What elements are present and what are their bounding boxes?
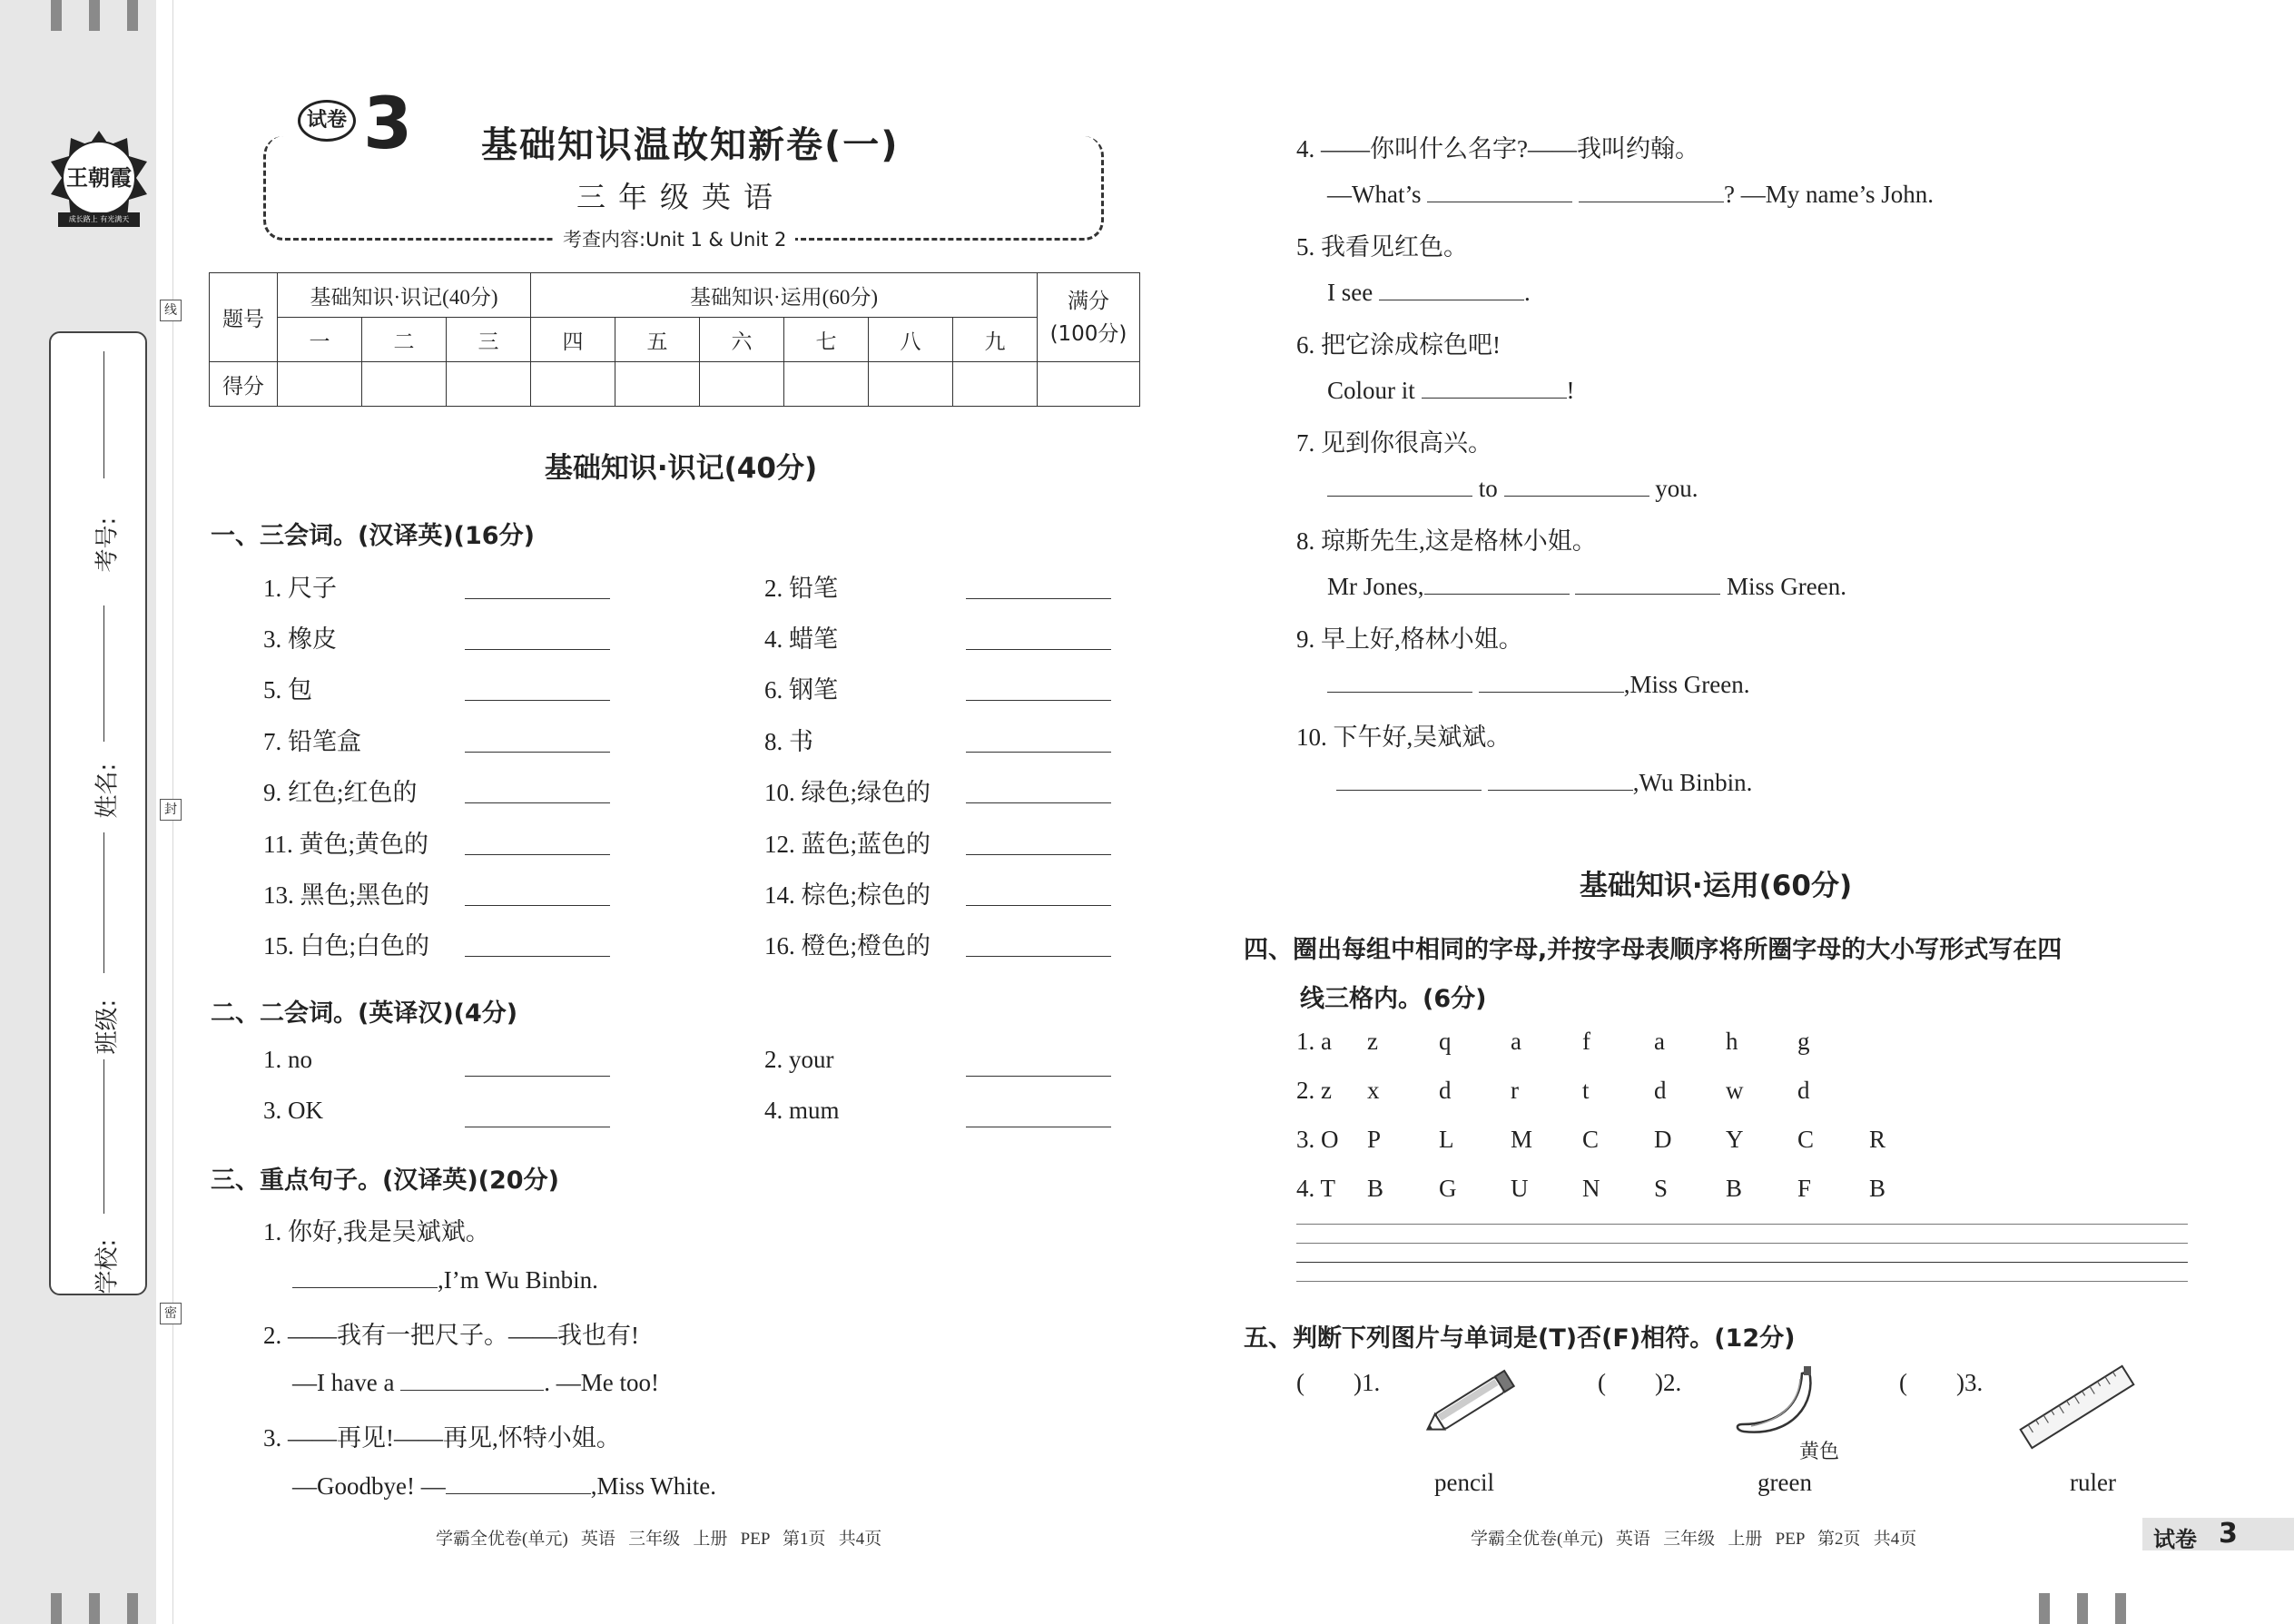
sentence-en: [1327, 374, 1575, 405]
page-footer: 学霸全优卷(单元) 英语 三年级 上册 PEP 第1页 共4页: [436, 1530, 882, 1549]
question-number: 四: [531, 318, 615, 362]
vocab-item: 4. 蜡笔: [764, 625, 838, 653]
vocab-item: 14. 棕色;棕色的: [764, 881, 931, 909]
tf-number: )1.: [1354, 1369, 1381, 1396]
score-cell[interactable]: [531, 362, 615, 407]
sentence-cn: 7. 见到你很高兴。: [1296, 429, 1492, 457]
score-cell[interactable]: [1038, 362, 1140, 407]
question-number: 七: [784, 318, 869, 362]
sentence-text: !: [1566, 377, 1575, 404]
letter-option[interactable]: g: [1797, 1028, 1810, 1055]
answer-line[interactable]: [465, 649, 610, 650]
tick-mark: [127, 0, 138, 31]
answer-line[interactable]: [966, 649, 1111, 650]
field-line: [103, 351, 105, 478]
question-number: 六: [700, 318, 784, 362]
sentence-cn: 4. ——你叫什么名字?——我叫约翰。: [1296, 135, 1699, 162]
tick-mark: [89, 0, 100, 31]
letter-option[interactable]: S: [1654, 1175, 1669, 1202]
full-score-label: 满分: [1068, 289, 1109, 313]
paper-subtitle: 三年级英语: [576, 180, 785, 214]
tick-mark: [51, 1593, 62, 1624]
answer-line[interactable]: [966, 905, 1111, 906]
vocab-item: 3. 橡皮: [263, 625, 337, 653]
sentence-cn: 6. 把它涂成棕色吧!: [1296, 331, 1501, 359]
letter-option[interactable]: x: [1367, 1077, 1380, 1104]
letter-option[interactable]: B: [1726, 1175, 1743, 1202]
question-number: 八: [869, 318, 953, 362]
letter-row: [1296, 1028, 1869, 1056]
sentence-text: to: [1478, 475, 1498, 502]
letter-option[interactable]: F: [1797, 1175, 1812, 1202]
answer-blank[interactable]: [1575, 570, 1720, 595]
answer-blank[interactable]: [1422, 374, 1567, 399]
sentence-en: [292, 1264, 598, 1294]
sentence-en: [1327, 178, 1934, 209]
writing-guide-line: [1296, 1262, 2188, 1263]
logo-ribbon: 成长路上 有光满天: [68, 215, 130, 223]
letter-option[interactable]: d: [1439, 1077, 1452, 1104]
letter-row-label: 4. T: [1296, 1175, 1336, 1202]
writing-guide-line: [1296, 1243, 2188, 1244]
vocab-item: 13. 黑色;黑色的: [263, 881, 430, 909]
question-title: 三、重点句子。(汉译英)(20分): [211, 1166, 559, 1195]
student-info-box: [49, 331, 147, 1295]
answer-line[interactable]: [966, 854, 1111, 855]
sentence-cn: 1. 你好,我是吴斌斌。: [263, 1218, 490, 1245]
tf-number: )3.: [1956, 1369, 1984, 1396]
sentence-text: ,I’m Wu Binbin.: [438, 1266, 598, 1294]
answer-line[interactable]: [966, 752, 1111, 753]
tick-mark: [2039, 1593, 2050, 1624]
answer-line[interactable]: [465, 700, 610, 701]
full-score-cell: [1038, 273, 1140, 362]
sentence-en: [1327, 276, 1531, 307]
row-label: 题号: [210, 273, 278, 362]
answer-blank[interactable]: [1327, 668, 1472, 693]
letter-option[interactable]: q: [1439, 1028, 1452, 1055]
answer-blank[interactable]: [1336, 766, 1482, 791]
answer-line[interactable]: [465, 752, 610, 753]
letter-option[interactable]: h: [1726, 1028, 1738, 1055]
paper-number: 3: [363, 84, 413, 165]
letter-option[interactable]: B: [1367, 1175, 1384, 1202]
field-label: 考号:: [94, 517, 122, 573]
seal-char: 密: [160, 1303, 182, 1324]
tick-mark: [51, 0, 62, 31]
seal-char: 封: [160, 799, 182, 821]
sentence-cn: 3. ——再见!——再见,怀特小姐。: [263, 1424, 621, 1452]
exam-number-field[interactable]: [78, 351, 133, 587]
vocab-item: 7. 铅笔盒: [263, 728, 361, 755]
letter-option[interactable]: G: [1439, 1175, 1457, 1202]
answer-blank[interactable]: [1424, 570, 1570, 595]
letter-option[interactable]: d: [1654, 1077, 1667, 1104]
school-field[interactable]: [78, 1059, 133, 1294]
answer-line[interactable]: [465, 1076, 610, 1077]
vocab-item: 15. 白色;白色的: [263, 932, 430, 960]
vocab-item: 3. OK: [263, 1097, 323, 1124]
answer-line[interactable]: [966, 956, 1111, 957]
full-score-value: (100分): [1049, 321, 1127, 346]
writing-guide-line: [1296, 1281, 2188, 1282]
score-cell[interactable]: [447, 362, 531, 407]
letter-row-label: 2. z: [1296, 1077, 1332, 1104]
question-title: 二、二会词。(英译汉)(4分): [211, 999, 518, 1028]
letter-option[interactable]: C: [1797, 1126, 1815, 1153]
sentence-text: you.: [1655, 475, 1698, 502]
score-cell[interactable]: [278, 362, 362, 407]
field-label: 学校:: [94, 1238, 122, 1294]
letter-option[interactable]: d: [1797, 1077, 1810, 1104]
vocab-item: 9. 红色;红色的: [263, 779, 418, 806]
sentence-text: —I have a: [292, 1369, 395, 1396]
letter-option[interactable]: a: [1654, 1028, 1665, 1055]
sentence-en: [1327, 472, 1698, 503]
letter-option[interactable]: L: [1439, 1126, 1454, 1153]
answer-blank[interactable]: [1327, 472, 1472, 497]
question-number: 一: [278, 318, 362, 362]
sentence-text: —Goodbye! —: [292, 1472, 446, 1500]
answer-blank[interactable]: [1379, 276, 1524, 300]
letter-row: [1296, 1175, 1941, 1203]
name-field[interactable]: [78, 605, 133, 819]
vocab-item: 16. 橙色;橙色的: [764, 932, 931, 960]
sentence-text: .: [1523, 279, 1531, 306]
tf-answer[interactable]: [1296, 1369, 1380, 1397]
field-label: 班级:: [94, 999, 122, 1055]
score-cell[interactable]: [869, 362, 953, 407]
answer-line[interactable]: [465, 598, 610, 599]
vocab-item: 1. 尺子: [263, 575, 337, 602]
sentence-cn: 10. 下午好,吴斌斌。: [1296, 723, 1511, 751]
tick-mark: [2115, 1593, 2126, 1624]
question-number: 五: [615, 318, 700, 362]
sentence-cn: 9. 早上好,格林小姐。: [1296, 625, 1523, 653]
vocab-item: 11. 黄色;黄色的: [263, 831, 428, 858]
group-header: 基础知识·识记(40分): [278, 273, 531, 318]
tick-mark: [127, 1593, 138, 1624]
answer-blank[interactable]: [292, 1264, 438, 1288]
score-table: [209, 272, 1140, 407]
letter-option[interactable]: N: [1582, 1175, 1600, 1202]
letter-option[interactable]: D: [1654, 1126, 1672, 1153]
tick-mark: [2077, 1593, 2088, 1624]
vocab-item: 4. mum: [764, 1097, 840, 1124]
answer-blank[interactable]: [446, 1470, 591, 1494]
answer-line[interactable]: [966, 700, 1111, 701]
question-number: 三: [447, 318, 531, 362]
group-header: 基础知识·运用(60分): [531, 273, 1038, 318]
sentence-text: Miss Green.: [1727, 573, 1846, 600]
letter-option[interactable]: a: [1511, 1028, 1521, 1055]
page-tag-label: 试卷: [2153, 1527, 2197, 1552]
letter-option[interactable]: U: [1511, 1175, 1529, 1202]
picture-word: green: [1757, 1469, 1812, 1496]
question-title: 四、圈出每组中相同的字母,并按字母表顺序将所圈字母的大小写形式写在四: [1244, 936, 2063, 964]
field-line: [103, 1059, 105, 1214]
score-cell[interactable]: [784, 362, 869, 407]
question-title: 一、三会词。(汉译英)(16分): [211, 522, 535, 550]
vocab-item: 8. 书: [764, 728, 813, 755]
page-footer: 学霸全优卷(单元) 英语 三年级 上册 PEP 第2页 共4页: [1471, 1530, 1917, 1549]
sentence-text: —What’s: [1327, 181, 1422, 208]
paren: (: [1899, 1369, 1907, 1396]
score-cell[interactable]: [700, 362, 784, 407]
sentence-text: ,Miss Green.: [1623, 671, 1750, 698]
field-label: 姓名:: [94, 763, 122, 819]
paper-scope: 考查内容:Unit 1 & Unit 2: [554, 225, 795, 252]
section-title: 基础知识·识记(40分): [544, 452, 818, 485]
letter-row: [1296, 1077, 1869, 1105]
paper-badge: 试卷: [298, 100, 356, 142]
picture-word: ruler: [2070, 1469, 2116, 1496]
sentence-cn: 5. 我看见红色。: [1296, 233, 1468, 261]
page-tag-number: 3: [2219, 1518, 2238, 1550]
score-cell[interactable]: [953, 362, 1038, 407]
letter-option[interactable]: w: [1726, 1077, 1744, 1104]
sentence-en: [1336, 766, 1752, 797]
color-note: 黄色: [1799, 1440, 1840, 1462]
page-tag: [2142, 1518, 2294, 1550]
ruler-image: [2013, 1362, 2141, 1452]
picture-word: pencil: [1434, 1469, 1494, 1496]
letter-option[interactable]: z: [1367, 1028, 1378, 1055]
sentence-text: I see: [1327, 279, 1373, 306]
answer-line[interactable]: [465, 905, 610, 906]
sentence-en: [1327, 668, 1749, 699]
answer-line[interactable]: [966, 598, 1111, 599]
tf-answer[interactable]: [1598, 1369, 1681, 1397]
tf-answer[interactable]: [1899, 1369, 1983, 1397]
answer-line[interactable]: [966, 802, 1111, 803]
letter-option[interactable]: Y: [1726, 1126, 1744, 1153]
vocab-item: 2. 铅笔: [764, 575, 838, 602]
section-title: 基础知识·运用(60分): [1579, 870, 1853, 902]
sentence-text: . —Me too!: [544, 1369, 659, 1396]
question-number: 二: [362, 318, 447, 362]
question-number: 九: [953, 318, 1038, 362]
sentence-text: Mr Jones,: [1327, 573, 1424, 600]
paren: (: [1598, 1369, 1606, 1396]
question-title: 线三格内。(6分): [1300, 985, 1487, 1013]
svg-text:王朝霞: 王朝霞: [66, 164, 132, 191]
score-cell[interactable]: [362, 362, 447, 407]
paper-title: 基础知识温故知新卷(一): [472, 116, 909, 168]
letter-row-label: 1. a: [1296, 1028, 1332, 1055]
vocab-item: 12. 蓝色;蓝色的: [764, 831, 931, 858]
sentence-cn: 2. ——我有一把尺子。——我也有!: [263, 1322, 639, 1349]
answer-blank[interactable]: [1504, 472, 1649, 497]
letter-option[interactable]: B: [1869, 1175, 1886, 1202]
sentence-en: [292, 1366, 659, 1397]
answer-line[interactable]: [465, 956, 610, 957]
sentence-en: [292, 1470, 716, 1501]
sentence-text: Colour it: [1327, 377, 1415, 404]
answer-line[interactable]: [966, 1076, 1111, 1077]
class-field[interactable]: [78, 832, 133, 1055]
letter-option[interactable]: t: [1582, 1077, 1590, 1104]
seal-char: 线: [160, 300, 182, 321]
sentence-text: ,Miss White.: [590, 1472, 716, 1500]
sentence-cn: 8. 琼斯先生,这是格林小姐。: [1296, 527, 1597, 555]
question-title: 五、判断下列图片与单词是(T)否(F)相符。(12分): [1244, 1324, 1796, 1353]
answer-blank[interactable]: [1579, 178, 1724, 202]
answer-blank[interactable]: [1479, 668, 1624, 693]
letter-option[interactable]: C: [1582, 1126, 1600, 1153]
sentence-text: ? —My name’s John.: [1723, 181, 1934, 208]
answer-blank[interactable]: [400, 1366, 544, 1391]
answer-line[interactable]: [465, 802, 610, 803]
letter-row-label: 3. O: [1296, 1126, 1339, 1153]
sentence-text: ,Wu Binbin.: [1632, 769, 1753, 796]
letter-row: [1296, 1126, 1941, 1154]
letter-option[interactable]: P: [1367, 1126, 1382, 1153]
answer-blank[interactable]: [1427, 178, 1572, 202]
letter-option[interactable]: R: [1869, 1126, 1886, 1153]
letter-option[interactable]: f: [1582, 1028, 1590, 1055]
row-label: 得分: [210, 362, 278, 407]
vocab-item: 10. 绿色;绿色的: [764, 779, 931, 806]
tf-number: )2.: [1655, 1369, 1682, 1396]
score-cell[interactable]: [615, 362, 700, 407]
vocab-item: 2. your: [764, 1046, 834, 1073]
pencil-image: [1416, 1366, 1525, 1439]
vocab-item: 5. 包: [263, 676, 312, 704]
vocab-item: 6. 钢笔: [764, 676, 838, 704]
letter-option[interactable]: r: [1511, 1077, 1519, 1104]
field-line: [103, 605, 105, 742]
answer-line[interactable]: [465, 854, 610, 855]
writing-guide-line: [1296, 1224, 2188, 1225]
tick-mark: [89, 1593, 100, 1624]
letter-option[interactable]: M: [1511, 1126, 1533, 1153]
sentence-en: [1327, 570, 1846, 601]
paren: (: [1296, 1369, 1305, 1396]
field-line: [103, 832, 105, 973]
answer-blank[interactable]: [1488, 766, 1633, 791]
vocab-item: 1. no: [263, 1046, 312, 1073]
